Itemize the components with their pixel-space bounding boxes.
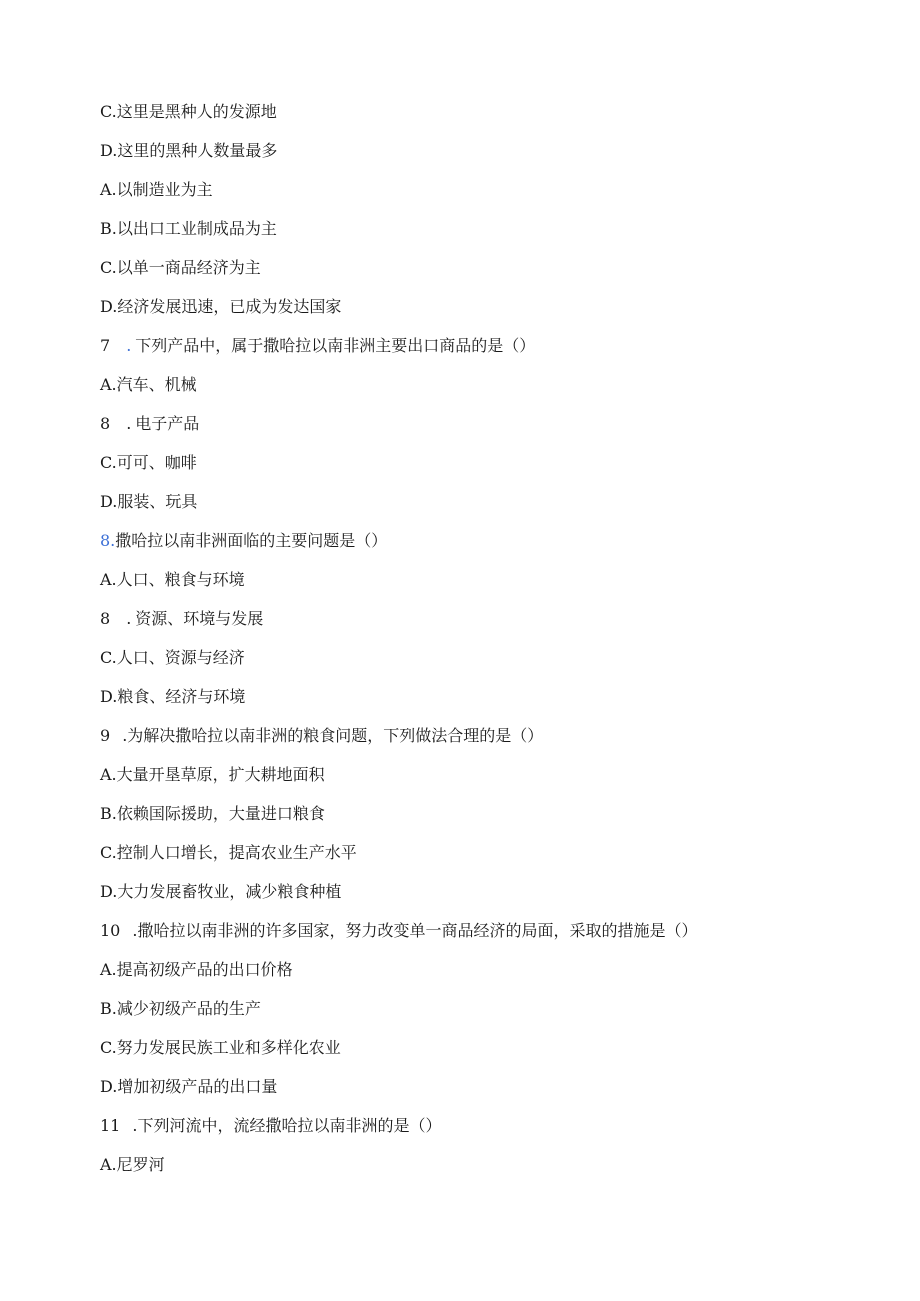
question-line bbox=[100, 921, 697, 941]
option-text: C.可可、咖啡 bbox=[100, 453, 197, 472]
option-line bbox=[100, 960, 293, 980]
option-text: A.汽车、机械 bbox=[100, 375, 197, 394]
option-text: 电子产品 bbox=[135, 414, 200, 433]
option-line bbox=[100, 1155, 165, 1175]
option-text: D.这里的黑种人数量最多 bbox=[100, 141, 278, 160]
option-text: 资源、环境与发展 bbox=[135, 609, 264, 628]
question-text: 撒哈拉以南非洲面临的主要问题是（） bbox=[115, 531, 388, 550]
option-text: C.人口、资源与经济 bbox=[100, 648, 245, 667]
option-line bbox=[100, 765, 325, 785]
option-text: C.这里是黑种人的发源地 bbox=[100, 102, 277, 121]
option-text: D.增加初级产品的出口量 bbox=[100, 1077, 278, 1096]
option-text: D.大力发展畜牧业，减少粮食种植 bbox=[100, 882, 342, 901]
option-text: B.减少初级产品的生产 bbox=[100, 999, 261, 1018]
question-number: 9 bbox=[100, 726, 111, 745]
item-number: 8 bbox=[100, 609, 111, 628]
option-text: D.服装、玩具 bbox=[100, 492, 198, 511]
question-text: 下列产品中，属于撒哈拉以南非洲主要出口商品的是（） bbox=[135, 336, 536, 355]
question-line bbox=[100, 1116, 441, 1136]
question-dot: . bbox=[132, 921, 138, 940]
option-line bbox=[100, 999, 261, 1019]
option-line bbox=[100, 180, 213, 200]
option-line bbox=[100, 843, 357, 863]
question-text: 撒哈拉以南非洲的许多国家，努力改变单一商品经济的局面，采取的措施是（） bbox=[137, 921, 698, 940]
option-line bbox=[100, 804, 325, 824]
option-line bbox=[100, 414, 199, 434]
option-line bbox=[100, 297, 341, 317]
option-line bbox=[100, 258, 261, 278]
option-line bbox=[100, 882, 341, 902]
option-text: B.依赖国际援助，大量进口粮食 bbox=[100, 804, 325, 823]
question-line bbox=[100, 726, 543, 746]
option-text: C.努力发展民族工业和多样化农业 bbox=[100, 1038, 341, 1057]
question-number: 10 bbox=[100, 921, 121, 940]
option-line bbox=[100, 375, 197, 395]
option-text: A.提高初级产品的出口价格 bbox=[100, 960, 293, 979]
option-line bbox=[100, 687, 245, 707]
option-text: D.粮食、经济与环境 bbox=[100, 687, 246, 706]
option-text: A.以制造业为主 bbox=[100, 180, 213, 199]
option-line bbox=[100, 141, 277, 161]
option-line bbox=[100, 570, 245, 590]
item-number: 8 bbox=[100, 414, 111, 433]
item-dot: . bbox=[126, 414, 132, 433]
option-text: C.以单一商品经济为主 bbox=[100, 258, 261, 277]
option-text: D.经济发展迅速，已成为发达国家 bbox=[100, 297, 342, 316]
option-line bbox=[100, 219, 277, 239]
option-line bbox=[100, 648, 245, 668]
question-dot: . bbox=[132, 1116, 138, 1135]
question-text: 下列河流中，流经撒哈拉以南非洲的是（） bbox=[137, 1116, 442, 1135]
option-line bbox=[100, 1077, 277, 1097]
question-text: 为解决撒哈拉以南非洲的粮食问题，下列做法合理的是（） bbox=[127, 726, 544, 745]
question-line bbox=[100, 531, 387, 551]
option-text: B.以出口工业制成品为主 bbox=[100, 219, 277, 238]
option-line bbox=[100, 102, 277, 122]
question-dot: . bbox=[126, 336, 132, 355]
item-dot: . bbox=[126, 609, 132, 628]
question-line bbox=[100, 336, 535, 356]
question-number: 11 bbox=[100, 1116, 121, 1135]
option-text: C.控制人口增长，提高农业生产水平 bbox=[100, 843, 357, 862]
question-dot: . bbox=[122, 726, 128, 745]
option-line bbox=[100, 492, 197, 512]
question-number: 8. bbox=[100, 531, 116, 550]
option-text: A.大量开垦草原，扩大耕地面积 bbox=[100, 765, 325, 784]
question-number: 7 bbox=[100, 336, 111, 355]
option-line bbox=[100, 609, 263, 629]
option-line bbox=[100, 1038, 341, 1058]
option-text: A.人口、粮食与环境 bbox=[100, 570, 245, 589]
option-line bbox=[100, 453, 197, 473]
option-text: A.尼罗河 bbox=[100, 1155, 165, 1174]
